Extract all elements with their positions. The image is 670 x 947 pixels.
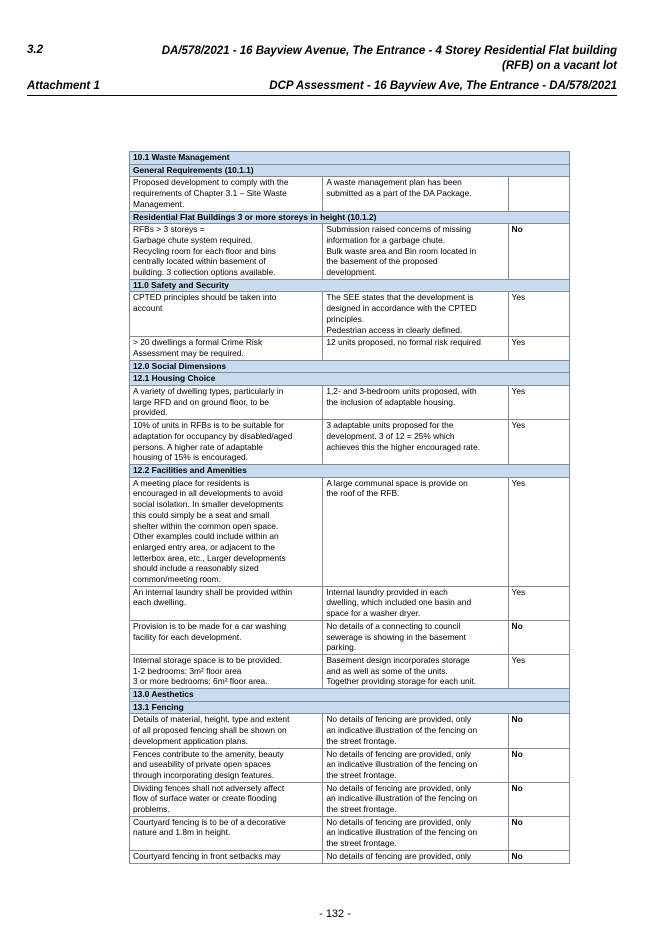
requirement-cell-line: Garbage chute system required.	[133, 234, 253, 245]
comment-cell-line: achieves this the higher encouraged rate.	[326, 441, 480, 452]
section-heading: 11.0 Safety and Security	[130, 279, 570, 292]
requirement-cell-line: RFBs > 3 storeys =	[133, 224, 205, 235]
comment-cell-line: the street frontage.	[326, 804, 397, 815]
comment-cell	[323, 477, 508, 586]
document-subtitle: DCP Assessment - 16 Bayview Ave, The Entrance - DA/578/2021	[269, 80, 617, 92]
compliance-cell: Yes	[508, 420, 569, 465]
comment-cell-line: 3 adaptable units proposed for the	[326, 420, 454, 431]
requirement-cell	[130, 177, 323, 211]
requirement-cell	[130, 586, 323, 620]
comment-cell-line: Bulk waste area and Bin room located in	[326, 245, 477, 256]
compliance-cell: No	[508, 714, 569, 748]
table-row	[130, 337, 570, 360]
table-row	[130, 748, 570, 782]
comment-cell-line: an indicative illustration of the fencing on	[326, 793, 478, 804]
requirement-cell-line: letterbox area, etc., Larger developments	[133, 552, 286, 563]
table-row	[130, 654, 570, 688]
table-row	[130, 586, 570, 620]
comment-cell-line: parking.	[326, 642, 357, 653]
comment-cell-line: 12 units proposed, no formal risk required	[326, 337, 481, 348]
requirement-cell-line: Recycling room for each floor and bins	[133, 245, 276, 256]
requirement-cell	[130, 782, 323, 816]
requirement-cell	[130, 654, 323, 688]
section-heading: 12.0 Social Dimensions	[130, 360, 570, 373]
comment-cell	[323, 586, 508, 620]
table-row	[130, 714, 570, 748]
requirement-cell-line: facility for each development.	[133, 631, 242, 642]
table-row	[130, 620, 570, 654]
requirement-cell	[130, 748, 323, 782]
section-heading-row	[130, 211, 570, 224]
comment-cell-line: Internal laundry provided in each	[326, 586, 448, 597]
comment-cell-line: the inclusion of adaptable housing.	[326, 396, 456, 407]
requirement-cell-line: shelter within the common open space.	[133, 520, 279, 531]
comment-cell	[323, 337, 508, 360]
requirement-cell-line: development application plans.	[133, 735, 249, 746]
compliance-cell: Yes	[508, 586, 569, 620]
comment-cell-line: submitted as a part of the DA Package.	[326, 188, 472, 199]
requirement-cell-line: Courtyard fencing is to be of a decorative	[133, 816, 286, 827]
item-number: 3.2	[27, 44, 43, 56]
requirement-cell-line: requirements of Chapter 3.1 – Site Waste	[133, 188, 287, 199]
requirement-cell-line: centrally located within basement of	[133, 256, 266, 267]
section-heading-row	[130, 164, 570, 177]
comment-cell-line: principles.	[326, 313, 365, 324]
compliance-cell: No	[508, 782, 569, 816]
title-line-1: DA/578/2021 - 16 Bayview Avenue, The Entrance - 4 Storey Residential Flat building	[161, 45, 617, 57]
comment-cell-line: an indicative illustration of the fencing on	[326, 759, 478, 770]
requirement-cell-line: this could simply be a seat and small	[133, 509, 270, 520]
comment-cell	[323, 782, 508, 816]
table-row	[130, 224, 570, 280]
comment-cell	[323, 620, 508, 654]
section-heading: 13.0 Aesthetics	[130, 689, 570, 702]
comment-cell-line: 1,2- and 3-bedroom units proposed, with	[326, 386, 477, 397]
comment-cell	[323, 714, 508, 748]
comment-cell	[323, 177, 508, 211]
requirement-cell-line: > 20 dwellings a formal Crime Risk	[133, 337, 263, 348]
comment-cell-line: space for a washer dryer.	[326, 608, 421, 619]
compliance-cell: Yes	[508, 337, 569, 360]
comment-cell-line: No details of fencing are provided, only	[326, 850, 472, 861]
requirement-cell-line: of all proposed fencing shall be shown on	[133, 725, 287, 736]
requirement-cell-line: account	[133, 303, 163, 314]
requirement-cell-line: 10% of units in RFBs is to be suitable for	[133, 420, 284, 431]
requirement-cell-line: each dwelling.	[133, 597, 187, 608]
compliance-cell: No	[508, 850, 569, 863]
requirement-cell-line: 1-2 bedrooms: 3m² floor area	[133, 665, 242, 676]
requirement-cell-line: Details of material, height, type and extent	[133, 714, 290, 725]
requirement-cell-line: provided.	[133, 407, 168, 418]
comment-cell-line: No details of fencing are provided, only	[326, 748, 472, 759]
comment-cell-line: the street frontage.	[326, 838, 397, 849]
comment-cell-line: No details of fencing are provided, only	[326, 816, 472, 827]
comment-cell-line: A waste management plan has been	[326, 177, 462, 188]
comment-cell-line: dwelling, which included one basin and	[326, 597, 472, 608]
requirement-cell-line: Provision is to be made for a car washing	[133, 620, 287, 631]
requirement-cell-line: CPTED principles should be taken into	[133, 292, 277, 303]
requirement-cell-line: enlarged entry area, or adjacent to the	[133, 541, 276, 552]
requirement-cell-line: encouraged in all developments to avoid	[133, 488, 283, 499]
requirement-cell-line: A meeting place for residents is	[133, 477, 250, 488]
comment-cell-line: No details of fencing are provided, only	[326, 714, 472, 725]
requirement-cell-line: Courtyard fencing in front setbacks may	[133, 850, 281, 861]
requirement-cell	[130, 477, 323, 586]
document-title	[147, 44, 617, 74]
requirement-cell	[130, 714, 323, 748]
compliance-cell	[508, 177, 569, 211]
dcp-assessment-table	[129, 151, 570, 864]
comment-cell-line: and as well as some of the units.	[326, 665, 448, 676]
requirement-cell-line: and useability of private open spaces	[133, 759, 271, 770]
table-row	[130, 816, 570, 850]
section-heading-row	[130, 360, 570, 373]
comment-cell-line: Together providing storage for each unit.	[326, 676, 477, 687]
table-row	[130, 782, 570, 816]
compliance-cell: No	[508, 816, 569, 850]
section-heading: 12.2 Facilities and Amenities	[130, 464, 570, 477]
table-row	[130, 850, 570, 863]
requirement-cell-line: should include a reasonably sized	[133, 563, 259, 574]
attachment-label: Attachment 1	[27, 80, 100, 92]
comment-cell	[323, 654, 508, 688]
compliance-cell: Yes	[508, 292, 569, 337]
requirement-cell	[130, 850, 323, 863]
compliance-cell: No	[508, 748, 569, 782]
comment-cell-line: information for a garbage chute.	[326, 234, 446, 245]
comment-cell	[323, 420, 508, 465]
table-row	[130, 420, 570, 465]
table-row	[130, 292, 570, 337]
requirement-cell-line: 3 or more bedrooms: 6m² floor area.	[133, 676, 268, 687]
comment-cell-line: the roof of the RFB.	[326, 488, 400, 499]
compliance-cell: Yes	[508, 386, 569, 420]
comment-cell-line: the street frontage.	[326, 769, 397, 780]
section-heading: 12.1 Housing Choice	[130, 373, 570, 386]
comment-cell	[323, 748, 508, 782]
requirement-cell-line: building. 3 collection options available.	[133, 267, 276, 278]
comment-cell	[323, 292, 508, 337]
requirement-cell-line: persons. A higher rate of adaptable	[133, 441, 263, 452]
comment-cell-line: the street frontage.	[326, 735, 397, 746]
requirement-cell-line: large RFD and on ground floor, to be	[133, 396, 269, 407]
section-heading: Residential Flat Buildings 3 or more storeys in height (10.1.2)	[130, 211, 570, 224]
requirement-cell-line: Dividing fences shall not adversely affect	[133, 782, 285, 793]
table-row	[130, 386, 570, 420]
table-row	[130, 177, 570, 211]
requirement-cell	[130, 292, 323, 337]
requirement-cell-line: problems.	[133, 804, 170, 815]
section-heading: General Requirements (10.1.1)	[130, 164, 570, 177]
comment-cell-line: an indicative illustration of the fencing on	[326, 827, 478, 838]
requirement-cell-line: Proposed development to comply with the	[133, 177, 289, 188]
section-heading-row	[130, 689, 570, 702]
requirement-cell-line: Internal storage space is to be provided.	[133, 654, 282, 665]
requirement-cell-line: Other examples could include within an	[133, 531, 279, 542]
requirement-cell	[130, 386, 323, 420]
comment-cell-line: No details of fencing are provided, only	[326, 782, 472, 793]
comment-cell-line: development. 3 of 12 = 25% which	[326, 430, 455, 441]
attachment-header	[27, 80, 617, 96]
requirement-cell	[130, 620, 323, 654]
requirement-cell	[130, 337, 323, 360]
section-heading: 10.1 Waste Management	[130, 152, 570, 165]
requirement-cell-line: flow of surface water or create flooding	[133, 793, 277, 804]
comment-cell-line: an indicative illustration of the fencing on	[326, 725, 478, 736]
compliance-cell: Yes	[508, 477, 569, 586]
table-row	[130, 477, 570, 586]
comment-cell-line: The SEE states that the development is	[326, 292, 474, 303]
requirement-cell-line: Fences contribute to the amenity, beauty	[133, 748, 284, 759]
comment-cell-line: Basement design incorporates storage	[326, 654, 470, 665]
requirement-cell	[130, 224, 323, 280]
section-heading-row	[130, 279, 570, 292]
comment-cell-line: designed in accordance with the CPTED	[326, 303, 477, 314]
comment-cell	[323, 386, 508, 420]
comment-cell-line: No details of a connecting to council	[326, 620, 461, 631]
table-body	[130, 152, 570, 864]
section-heading-row	[130, 701, 570, 714]
page-number: - 132 -	[319, 908, 351, 920]
comment-cell-line: sewerage is showing in the basement	[326, 631, 466, 642]
requirement-cell-line: adaptation for occupancy by disabled/aged	[133, 430, 293, 441]
requirement-cell-line: through incorporating design features.	[133, 769, 275, 780]
section-heading: 13.1 Fencing	[130, 701, 570, 714]
comment-cell-line: Submission raised concerns of missing	[326, 224, 472, 235]
requirement-cell-line: Assessment may be required.	[133, 347, 244, 358]
requirement-cell-line: common/meeting room.	[133, 574, 221, 585]
requirement-cell-line: A variety of dwelling types, particularly in	[133, 386, 284, 397]
requirement-cell	[130, 420, 323, 465]
title-line-2: (RFB) on a vacant lot	[501, 60, 617, 72]
comment-cell-line: development.	[326, 267, 377, 278]
compliance-cell: Yes	[508, 654, 569, 688]
compliance-cell: No	[508, 224, 569, 280]
comment-cell-line: Pedestrian access in clearly defined.	[326, 324, 463, 335]
comment-cell	[323, 224, 508, 280]
compliance-cell: No	[508, 620, 569, 654]
comment-cell-line: A large communal space is provide on	[326, 477, 468, 488]
section-heading-row	[130, 373, 570, 386]
comment-cell	[323, 816, 508, 850]
section-heading-row	[130, 152, 570, 165]
requirement-cell-line: housing of 15% is encouraged.	[133, 452, 249, 463]
requirement-cell	[130, 816, 323, 850]
requirement-cell-line: social isolation. In smaller developments	[133, 499, 283, 510]
comment-cell	[323, 850, 508, 863]
comment-cell-line: the basement of the proposed	[326, 256, 438, 267]
section-heading-row	[130, 464, 570, 477]
requirement-cell-line: nature and 1.8m in height.	[133, 827, 231, 838]
requirement-cell-line: An internal laundry shall be provided within	[133, 586, 293, 597]
requirement-cell-line: Management.	[133, 198, 185, 209]
